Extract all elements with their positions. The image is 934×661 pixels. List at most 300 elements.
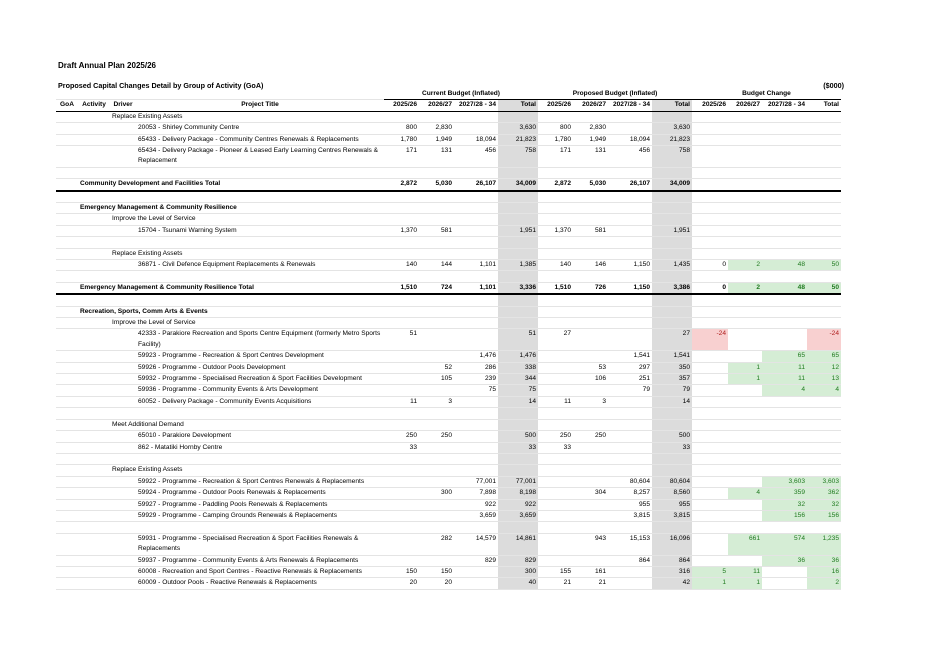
driver-label: Replace Existing Assets: [110, 248, 384, 259]
empty-cell: [498, 167, 538, 178]
proposed-value-cell: [608, 396, 652, 407]
change-value-cell: [692, 146, 728, 168]
empty-cell: [762, 522, 807, 533]
empty-cell: [454, 214, 498, 225]
empty-cell: [573, 465, 608, 476]
change-value-cell: [807, 442, 841, 453]
empty-cell: [419, 271, 454, 282]
driver-label: Improve the Level of Service: [110, 318, 384, 329]
proposed-value-cell: [538, 385, 573, 396]
current-value-cell: [419, 555, 454, 566]
empty-cell: [728, 408, 762, 419]
spacer-row: [56, 294, 841, 306]
proposed-value-cell: [573, 499, 608, 510]
empty-cell: [652, 453, 692, 464]
empty-cell: [498, 203, 538, 214]
change-value-cell: 65: [807, 351, 841, 362]
empty-cell: [384, 214, 419, 225]
empty-cell: [692, 191, 728, 203]
empty-cell: [728, 465, 762, 476]
indent-cell: [56, 225, 136, 236]
activity-row: [56, 306, 841, 317]
indent-cell: [56, 566, 136, 577]
empty-cell: [728, 214, 762, 225]
current-value-cell: [384, 488, 419, 499]
empty-cell: [728, 522, 762, 533]
empty-cell: [538, 306, 573, 317]
proposed-value-cell: 500: [652, 431, 692, 442]
column-header: Total: [498, 100, 538, 111]
empty-cell: [692, 167, 728, 178]
spacer-row: [56, 408, 841, 419]
current-value-cell: [454, 329, 498, 351]
empty-cell: [807, 167, 841, 178]
proposed-value-cell: 34,009: [652, 179, 692, 191]
proposed-value-cell: 1,370: [538, 225, 573, 236]
total-row: [56, 282, 841, 294]
current-value-cell: 1,510: [384, 282, 419, 294]
spacer-row: [56, 271, 841, 282]
current-value-cell: [419, 385, 454, 396]
current-value-cell: 150: [384, 566, 419, 577]
project-row: [56, 566, 841, 577]
proposed-value-cell: [573, 476, 608, 487]
empty-cell: [573, 453, 608, 464]
empty-cell: [762, 111, 807, 122]
current-value-cell: 3,630: [498, 123, 538, 134]
project-title: 60008 - Recreation and Sport Centres - Reactive Renewals & Replacements: [136, 566, 384, 577]
empty-cell: [419, 306, 454, 317]
empty-cell: [652, 111, 692, 122]
empty-cell: [692, 214, 728, 225]
project-row: [56, 362, 841, 373]
current-value-cell: 75: [454, 385, 498, 396]
empty-cell: [384, 522, 419, 533]
empty-cell: [608, 111, 652, 122]
current-value-cell: 3: [419, 396, 454, 407]
current-value-cell: 282: [419, 533, 454, 555]
current-value-cell: 338: [498, 362, 538, 373]
empty-cell: [454, 111, 498, 122]
empty-cell: [384, 111, 419, 122]
driver-label: Replace Existing Assets: [110, 111, 384, 122]
empty-cell: [692, 306, 728, 317]
empty-cell: [807, 271, 841, 282]
empty-cell: [652, 214, 692, 225]
indent-cell: [56, 146, 136, 168]
change-value-cell: 48: [762, 260, 807, 271]
change-value-cell: 4: [807, 385, 841, 396]
group-header-row: [56, 89, 841, 100]
proposed-value-cell: [608, 431, 652, 442]
spacer-row: [56, 522, 841, 533]
empty-cell: [384, 237, 419, 248]
empty-cell: [498, 214, 538, 225]
current-value-cell: 800: [384, 123, 419, 134]
proposed-value-cell: 18,094: [608, 134, 652, 145]
current-value-cell: 1,370: [384, 225, 419, 236]
change-value-cell: 1: [728, 362, 762, 373]
current-value-cell: 581: [419, 225, 454, 236]
proposed-value-cell: 304: [573, 488, 608, 499]
empty-cell: [728, 294, 762, 306]
current-value-cell: [419, 510, 454, 521]
change-value-cell: [807, 396, 841, 407]
indent-cell: [56, 510, 136, 521]
project-row: [56, 488, 841, 499]
project-title: 42333 - Parakiore Recreation and Sports Centre Equipment (formerly Metro Sports Facility): [136, 329, 384, 351]
column-header: 2026/27: [419, 100, 454, 111]
empty-cell: [692, 522, 728, 533]
empty-cell: [573, 419, 608, 430]
current-budget-header: Current Budget (Inflated): [384, 89, 538, 100]
change-value-cell: 661: [728, 533, 762, 555]
current-value-cell: 26,107: [454, 179, 498, 191]
empty-cell: [136, 237, 384, 248]
budget-change-header: Budget Change: [692, 89, 841, 100]
empty-cell: [573, 237, 608, 248]
current-value-cell: 8,198: [498, 488, 538, 499]
empty-cell: [538, 408, 573, 419]
change-value-cell: [762, 179, 807, 191]
empty-cell: [728, 111, 762, 122]
proposed-value-cell: 33: [538, 442, 573, 453]
change-value-cell: [692, 385, 728, 396]
empty-cell: [454, 237, 498, 248]
change-value-cell: 1,235: [807, 533, 841, 555]
proposed-value-cell: [573, 555, 608, 566]
empty-cell: [728, 306, 762, 317]
proposed-value-cell: 80,604: [652, 476, 692, 487]
project-row: [56, 146, 841, 168]
empty-cell: [652, 419, 692, 430]
empty-cell: [498, 408, 538, 419]
empty-cell: [762, 306, 807, 317]
driver-row: [56, 465, 841, 476]
proposed-value-cell: 316: [652, 566, 692, 577]
project-row: [56, 555, 841, 566]
change-value-cell: 1: [728, 374, 762, 385]
empty-cell: [498, 453, 538, 464]
proposed-value-cell: 140: [538, 260, 573, 271]
empty-cell: [498, 271, 538, 282]
change-value-cell: 0: [692, 260, 728, 271]
project-row: [56, 329, 841, 351]
current-value-cell: 33: [498, 442, 538, 453]
change-value-cell: [807, 179, 841, 191]
empty-cell: [56, 237, 78, 248]
activity-label: Recreation, Sports, Comm Arts & Events: [78, 306, 384, 317]
current-value-cell: 3,659: [498, 510, 538, 521]
empty-cell: [692, 111, 728, 122]
project-title: 59931 - Programme - Specialised Recreation & Sport Facilities Renewals & Replacements: [136, 533, 384, 555]
empty-cell: [692, 408, 728, 419]
project-row: [56, 510, 841, 521]
change-value-cell: 50: [807, 260, 841, 271]
project-title: 60052 - Delivery Package - Community Events Acquisitions: [136, 396, 384, 407]
proposed-value-cell: [538, 555, 573, 566]
proposed-value-cell: 106: [573, 374, 608, 385]
current-value-cell: 14,861: [498, 533, 538, 555]
project-title: 36871 - Civil Defence Equipment Replacements & Renewals: [136, 260, 384, 271]
empty-cell: [454, 318, 498, 329]
proposed-value-cell: [608, 566, 652, 577]
change-value-cell: [692, 476, 728, 487]
empty-cell: [454, 306, 498, 317]
proposed-value-cell: 5,030: [573, 179, 608, 191]
empty-cell: [454, 167, 498, 178]
empty-cell: [573, 214, 608, 225]
empty-cell: [762, 453, 807, 464]
proposed-value-cell: 21,823: [652, 134, 692, 145]
current-value-cell: [454, 123, 498, 134]
driver-row: [56, 111, 841, 122]
proposed-value-cell: 2,872: [538, 179, 573, 191]
proposed-budget-header: Proposed Budget (Inflated): [538, 89, 692, 100]
change-value-cell: 4: [762, 385, 807, 396]
empty-cell: [762, 203, 807, 214]
change-value-cell: 1: [692, 578, 728, 589]
proposed-value-cell: 131: [573, 146, 608, 168]
proposed-value-cell: 800: [538, 123, 573, 134]
proposed-value-cell: 955: [608, 499, 652, 510]
current-value-cell: 250: [384, 431, 419, 442]
current-value-cell: 829: [498, 555, 538, 566]
empty-cell: [652, 306, 692, 317]
empty-cell: [608, 294, 652, 306]
empty-cell: [110, 191, 136, 203]
current-value-cell: 758: [498, 146, 538, 168]
empty-cell: [573, 191, 608, 203]
change-value-cell: 2: [728, 282, 762, 294]
proposed-value-cell: 27: [538, 329, 573, 351]
empty-cell: [538, 453, 573, 464]
proposed-value-cell: 53: [573, 362, 608, 373]
change-value-cell: [692, 431, 728, 442]
indent-cell: [56, 374, 136, 385]
current-value-cell: 52: [419, 362, 454, 373]
empty-cell: [608, 203, 652, 214]
empty-cell: [573, 306, 608, 317]
proposed-value-cell: 1,435: [652, 260, 692, 271]
empty-cell: [56, 408, 78, 419]
proposed-value-cell: 297: [608, 362, 652, 373]
empty-cell: [538, 294, 573, 306]
proposed-value-cell: 943: [573, 533, 608, 555]
empty-cell: [498, 465, 538, 476]
driver-row: [56, 318, 841, 329]
proposed-value-cell: 171: [538, 146, 573, 168]
proposed-value-cell: 1,150: [608, 282, 652, 294]
empty-cell: [692, 203, 728, 214]
indent-cell: [56, 385, 136, 396]
empty-cell: [692, 419, 728, 430]
empty-cell: [498, 306, 538, 317]
current-value-cell: 3,336: [498, 282, 538, 294]
project-title: 59929 - Programme - Camping Grounds Renewals & Replacements: [136, 510, 384, 521]
empty-cell: [652, 248, 692, 259]
proposed-value-cell: 357: [652, 374, 692, 385]
project-row: [56, 396, 841, 407]
empty-cell: [692, 237, 728, 248]
empty-cell: [652, 203, 692, 214]
spacer-row: [56, 167, 841, 178]
units-label: ($000): [823, 81, 844, 90]
change-value-cell: 362: [807, 488, 841, 499]
empty-cell: [498, 318, 538, 329]
current-value-cell: 51: [384, 329, 419, 351]
empty-cell: [538, 465, 573, 476]
change-value-cell: 11: [728, 566, 762, 577]
empty-cell: [384, 191, 419, 203]
change-value-cell: [728, 179, 762, 191]
current-value-cell: 1,476: [454, 351, 498, 362]
current-value-cell: 131: [419, 146, 454, 168]
current-value-cell: [384, 533, 419, 555]
change-value-cell: [692, 510, 728, 521]
project-title: 59924 - Programme - Outdoor Pools Renewals & Replacements: [136, 488, 384, 499]
change-value-cell: 359: [762, 488, 807, 499]
proposed-value-cell: 33: [652, 442, 692, 453]
change-value-cell: 32: [807, 499, 841, 510]
empty-cell: [652, 522, 692, 533]
empty-cell: [573, 248, 608, 259]
empty-cell: [608, 167, 652, 178]
indent-cell: [56, 555, 136, 566]
driver-row: [56, 248, 841, 259]
empty-cell: [807, 465, 841, 476]
change-value-cell: 1: [728, 578, 762, 589]
empty-cell: [419, 203, 454, 214]
project-title: 65433 - Delivery Package - Community Centres Renewals & Replacements: [136, 134, 384, 145]
change-value-cell: [728, 555, 762, 566]
change-value-cell: [728, 510, 762, 521]
empty-cell: [136, 294, 384, 306]
empty-cell: [384, 318, 419, 329]
empty-cell: [762, 214, 807, 225]
empty-cell: [692, 294, 728, 306]
empty-cell: [110, 294, 136, 306]
proposed-value-cell: [573, 329, 608, 351]
project-title: 60009 - Outdoor Pools - Reactive Renewals & Replacements: [136, 578, 384, 589]
change-value-cell: 36: [762, 555, 807, 566]
empty-cell: [419, 237, 454, 248]
current-value-cell: 1,385: [498, 260, 538, 271]
empty-cell: [762, 248, 807, 259]
empty-cell: [807, 419, 841, 430]
column-header: Driver: [110, 100, 136, 111]
proposed-value-cell: 955: [652, 499, 692, 510]
empty-cell: [573, 167, 608, 178]
change-value-cell: 11: [762, 362, 807, 373]
current-value-cell: 300: [498, 566, 538, 577]
project-title: 65010 - Parakiore Development: [136, 431, 384, 442]
current-value-cell: [419, 442, 454, 453]
proposed-value-cell: 456: [608, 146, 652, 168]
proposed-value-cell: 3,630: [652, 123, 692, 134]
empty-cell: [692, 271, 728, 282]
empty-cell: [78, 167, 110, 178]
current-value-cell: 829: [454, 555, 498, 566]
change-value-cell: -24: [692, 329, 728, 351]
proposed-value-cell: [538, 510, 573, 521]
indent-cell: [56, 431, 136, 442]
empty-cell: [454, 271, 498, 282]
empty-cell: [692, 248, 728, 259]
total-label: Community Development and Facilities Total: [78, 179, 384, 191]
current-value-cell: 922: [454, 499, 498, 510]
empty-cell: [136, 271, 384, 282]
change-value-cell: 2: [807, 578, 841, 589]
proposed-value-cell: 27: [652, 329, 692, 351]
change-value-cell: 50: [807, 282, 841, 294]
proposed-value-cell: 758: [652, 146, 692, 168]
current-value-cell: [454, 442, 498, 453]
change-value-cell: 3,603: [762, 476, 807, 487]
empty-cell: [454, 294, 498, 306]
proposed-value-cell: [538, 362, 573, 373]
proposed-value-cell: [573, 351, 608, 362]
proposed-value-cell: 1,541: [652, 351, 692, 362]
empty-cell: [538, 522, 573, 533]
change-value-cell: 2: [728, 260, 762, 271]
project-row: [56, 533, 841, 555]
empty-cell: [807, 203, 841, 214]
empty-cell: [728, 203, 762, 214]
empty-cell: [573, 203, 608, 214]
activity-row: [56, 203, 841, 214]
current-value-cell: 286: [454, 362, 498, 373]
project-title: 20053 - Shirley Community Centre: [136, 123, 384, 134]
project-row: [56, 260, 841, 271]
total-row: [56, 179, 841, 191]
change-value-cell: [762, 566, 807, 577]
change-value-cell: [728, 396, 762, 407]
empty-cell: [608, 237, 652, 248]
change-value-cell: [807, 123, 841, 134]
project-title: 65434 - Delivery Package - Pioneer & Leased Early Learning Centres Renewals & Replacement: [136, 146, 384, 168]
proposed-value-cell: 3,386: [652, 282, 692, 294]
current-value-cell: 239: [454, 374, 498, 385]
indent-cell: [56, 111, 110, 122]
proposed-value-cell: 3,815: [652, 510, 692, 521]
empty-cell: [56, 522, 78, 533]
empty-cell: [538, 111, 573, 122]
column-header: Project Title: [136, 100, 384, 111]
empty-cell: [498, 248, 538, 259]
change-value-cell: [692, 555, 728, 566]
empty-cell: [454, 203, 498, 214]
column-header: Total: [652, 100, 692, 111]
proposed-value-cell: 3: [573, 396, 608, 407]
empty-cell: [56, 453, 78, 464]
change-value-cell: [728, 431, 762, 442]
empty-cell: [692, 453, 728, 464]
change-value-cell: [728, 329, 762, 351]
indent-cell: [56, 179, 78, 191]
change-value-cell: 156: [762, 510, 807, 521]
empty-cell: [419, 419, 454, 430]
proposed-value-cell: [573, 510, 608, 521]
empty-cell: [56, 191, 78, 203]
proposed-value-cell: 26,107: [608, 179, 652, 191]
empty-cell: [538, 167, 573, 178]
indent-cell: [56, 362, 136, 373]
empty-cell: [136, 191, 384, 203]
empty-cell: [728, 248, 762, 259]
proposed-value-cell: [538, 533, 573, 555]
empty-cell: [762, 294, 807, 306]
